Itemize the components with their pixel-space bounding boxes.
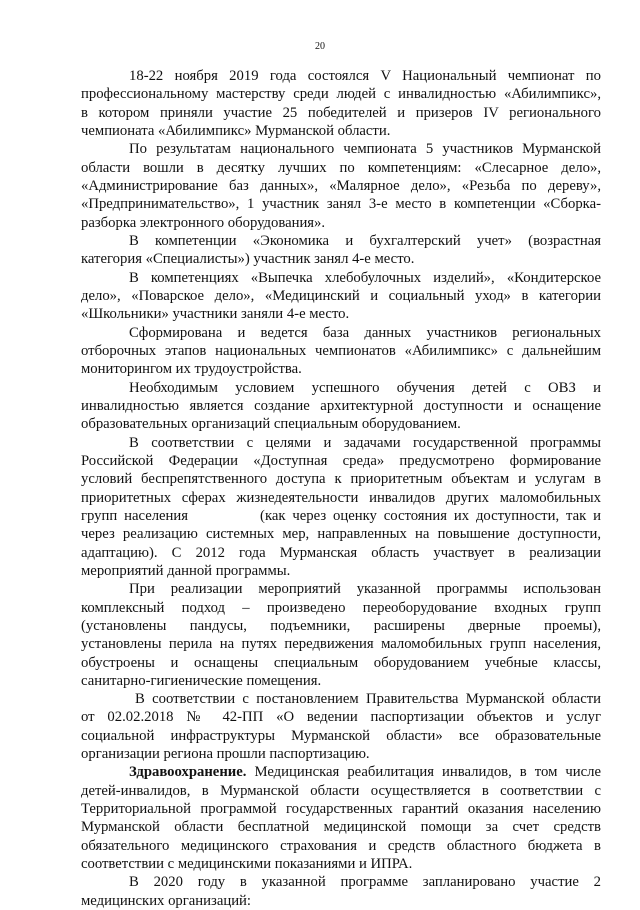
text-line: мониторингом их трудоустройства. (81, 361, 302, 378)
text-line: в котором приняли участие 25 победителей и призеров IV регионального (81, 104, 601, 121)
text-line: «Школьники» участники заняли 4-е место. (81, 306, 350, 323)
text-line: от 02.02.2018 № 42-ПП «О ведении паспортизации объектов и услуг (81, 709, 601, 726)
text-line: профессиональному мастерству среди людей с инвалидностью «Абилимпикс», (81, 86, 601, 103)
text-line: Мурманской области бесплатной медицинской помощи за счет средств (81, 819, 601, 836)
text-line: соответствии с медицинскими показаниями и ИПРА. (81, 856, 413, 873)
text-line: комплексный подход – произведено переоборудование входных групп (81, 599, 601, 616)
text-line: обустроены и оснащены специальным оборудованием учебные классы, (81, 654, 601, 671)
text-line: Территориальной программой государственных гарантий оказания населению (81, 801, 601, 818)
text-line: через реализацию системных мер, направленных на повышение доступности, (81, 526, 601, 543)
text-line: обязательного медицинского страхования и средств областного бюджета в (81, 837, 601, 854)
text-line: детей-инвалидов, в Мурманской области осуществляется в соответствии с (81, 782, 601, 799)
text-line: В соответствии с постановлением Правительства Мурманской области (135, 691, 601, 708)
text-line: По результатам национального чемпионата 5 участников Мурманской (129, 141, 601, 158)
text-line: условий беспрепятственного доступа к приоритетным объектам и услугам в (81, 471, 601, 488)
text-line: медицинских организаций: (81, 892, 251, 909)
text-line: инвалидностью является создание архитектурной доступности и оснащение (81, 397, 601, 414)
text-line (81, 763, 601, 781)
text-line: В компетенциях «Выпечка хлебобулочных изделий», «Кондитерское (129, 269, 601, 286)
text-line: Сформирована и ведется база данных участников региональных (129, 324, 601, 341)
text-line: Российской Федерации «Доступная среда» предусмотрено формирование (81, 452, 601, 469)
text-line-part: (как через оценку состояния их доступности, так и (260, 507, 601, 524)
text-line: образовательных организаций специальным оборудованием. (81, 416, 461, 433)
text-line: «Администрирование баз данных», «Малярное дело», «Резьба по дереву», (81, 177, 601, 194)
text-line: социальной инфраструктуры Мурманской области» все образовательные (81, 727, 601, 744)
text-line: области вошли в десятку лучших по компетенциям: «Слесарное дело», (81, 159, 601, 176)
page-number: 20 (315, 41, 325, 52)
text-line-part: Медицинская реабилитация инвалидов, в том числе (254, 764, 602, 781)
text-line: В 2020 году в указанной программе запланировано участие 2 (129, 874, 601, 891)
text-line: 18-22 ноября 2019 года состоялся V Национальный чемпионат по (129, 68, 601, 84)
text-line-part: групп населения (81, 507, 189, 524)
text-line: разборка электронного оборудования». (81, 214, 326, 231)
text-line: организации региона прошли паспортизацию. (81, 746, 370, 763)
text-line: (установлены пандусы, подъемники, расширены дверные проемы), (81, 617, 601, 634)
document-body (81, 67, 601, 910)
text-line: установлены перила на путях передвижения маломобильных групп населения, (81, 636, 601, 653)
text-line: Необходимым условием успешного обучения детей с ОВЗ и (129, 379, 601, 396)
text-line: чемпионата «Абилимпикс» Мурманской области. (81, 122, 391, 139)
text-line: отборочных этапов национальных чемпионатов «Абилимпикс» с дальнейшим (81, 342, 601, 359)
text-line (81, 507, 601, 525)
text-line: адаптацию). С 2012 года Мурманская область участвует в реализации (81, 544, 601, 561)
section-heading-healthcare: Здравоохранение. (129, 764, 247, 781)
text-line: При реализации мероприятий указанной программы использован (129, 581, 601, 598)
text-line: В соответствии с целями и задачами государственной программы (129, 434, 601, 451)
text-line: санитарно-гигиенические помещения. (81, 672, 322, 689)
text-line: категория «Специалисты») участник занял 4-е место. (81, 251, 415, 268)
text-line: мероприятий данной программы. (81, 562, 291, 579)
text-line: приоритетных сферах жизнедеятельности инвалидов других маломобильных (81, 489, 601, 506)
text-line: В компетенции «Экономика и бухгалтерский учет» (возрастная (129, 232, 601, 249)
text-line: «Предпринимательство», 1 участник занял 3-е место в компетенции «Сборка- (81, 196, 601, 213)
text-line: дело», «Поварское дело», «Медицинский и социальный уход» в категории (81, 287, 601, 304)
